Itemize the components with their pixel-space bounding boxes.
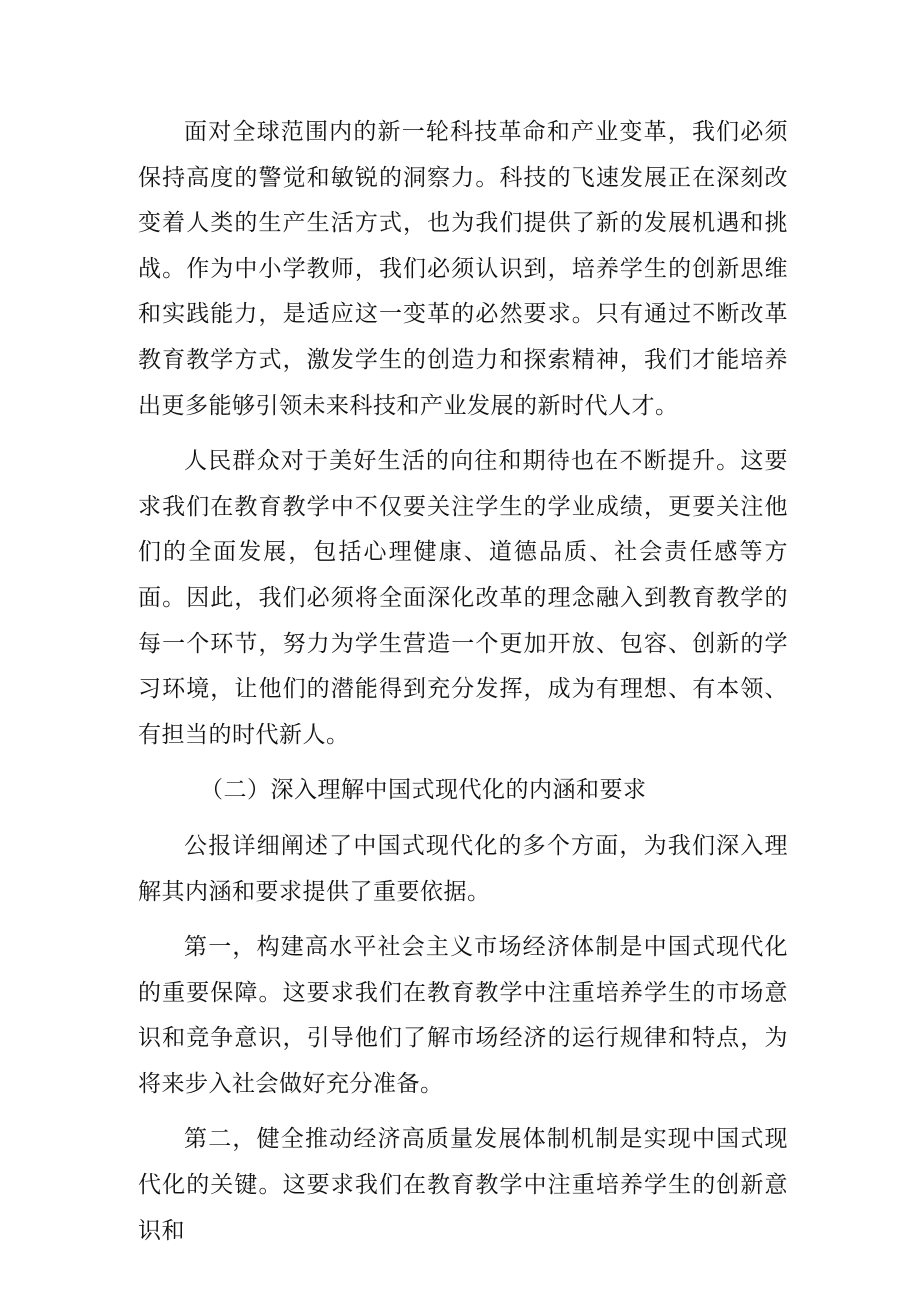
- paragraph-tech-revolution: 面对全球范围内的新一轮科技革命和产业变革，我们必须保持高度的警觉和敏锐的洞察力。科技的飞速发展正在深刻改变着人类的生产生活方式，也为我们提供了新的发展机遇和挑战。作为中小学教师，我们必须认识到，培养学生的创新思维和实践能力，是适应这一变革的必然要求。只有通过不断改革教育教学方式，激发学生的创造力和探索精神，我们才能培养出更多能够引领未来科技和产业发展的新时代人才。: [138, 119, 788, 419]
- document-body: [138, 110, 788, 1264]
- paragraph-second-point: 第二，健全推动经济高质量发展体制机制是实现中国式现代化的关键。这要求我们在教育教学中注重培养学生的创新意识和: [138, 1126, 788, 1244]
- section-heading: （二）深入理解中国式现代化的内涵和要求: [200, 777, 647, 804]
- paragraph-better-life: 人民群众对于美好生活的向往和期待也在不断提升。这要求我们在教育教学中不仅要关注学生的学业成绩，更要关注他们的全面发展，包括心理健康、道德品质、社会责任感等方面。因此，我们必须将全面深化改革的理念融入到教育教学的每一个环节，努力为学生营造一个更加开放、包容、创新的学习环境，让他们的潜能得到充分发挥，成为有理想、有本领、有担当的时代新人。: [138, 448, 788, 748]
- paragraph-communique-overview: 公报详细阐述了中国式现代化的多个方面，为我们深入理解其内涵和要求提供了重要依据。: [138, 832, 788, 905]
- paragraph-first-point: 第一，构建高水平社会主义市场经济体制是中国式现代化的重要保障。这要求我们在教育教学中注重培养学生的市场意识和竞争意识，引导他们了解市场经济的运行规律和特点，为将来步入社会做好充分准备。: [138, 934, 788, 1097]
